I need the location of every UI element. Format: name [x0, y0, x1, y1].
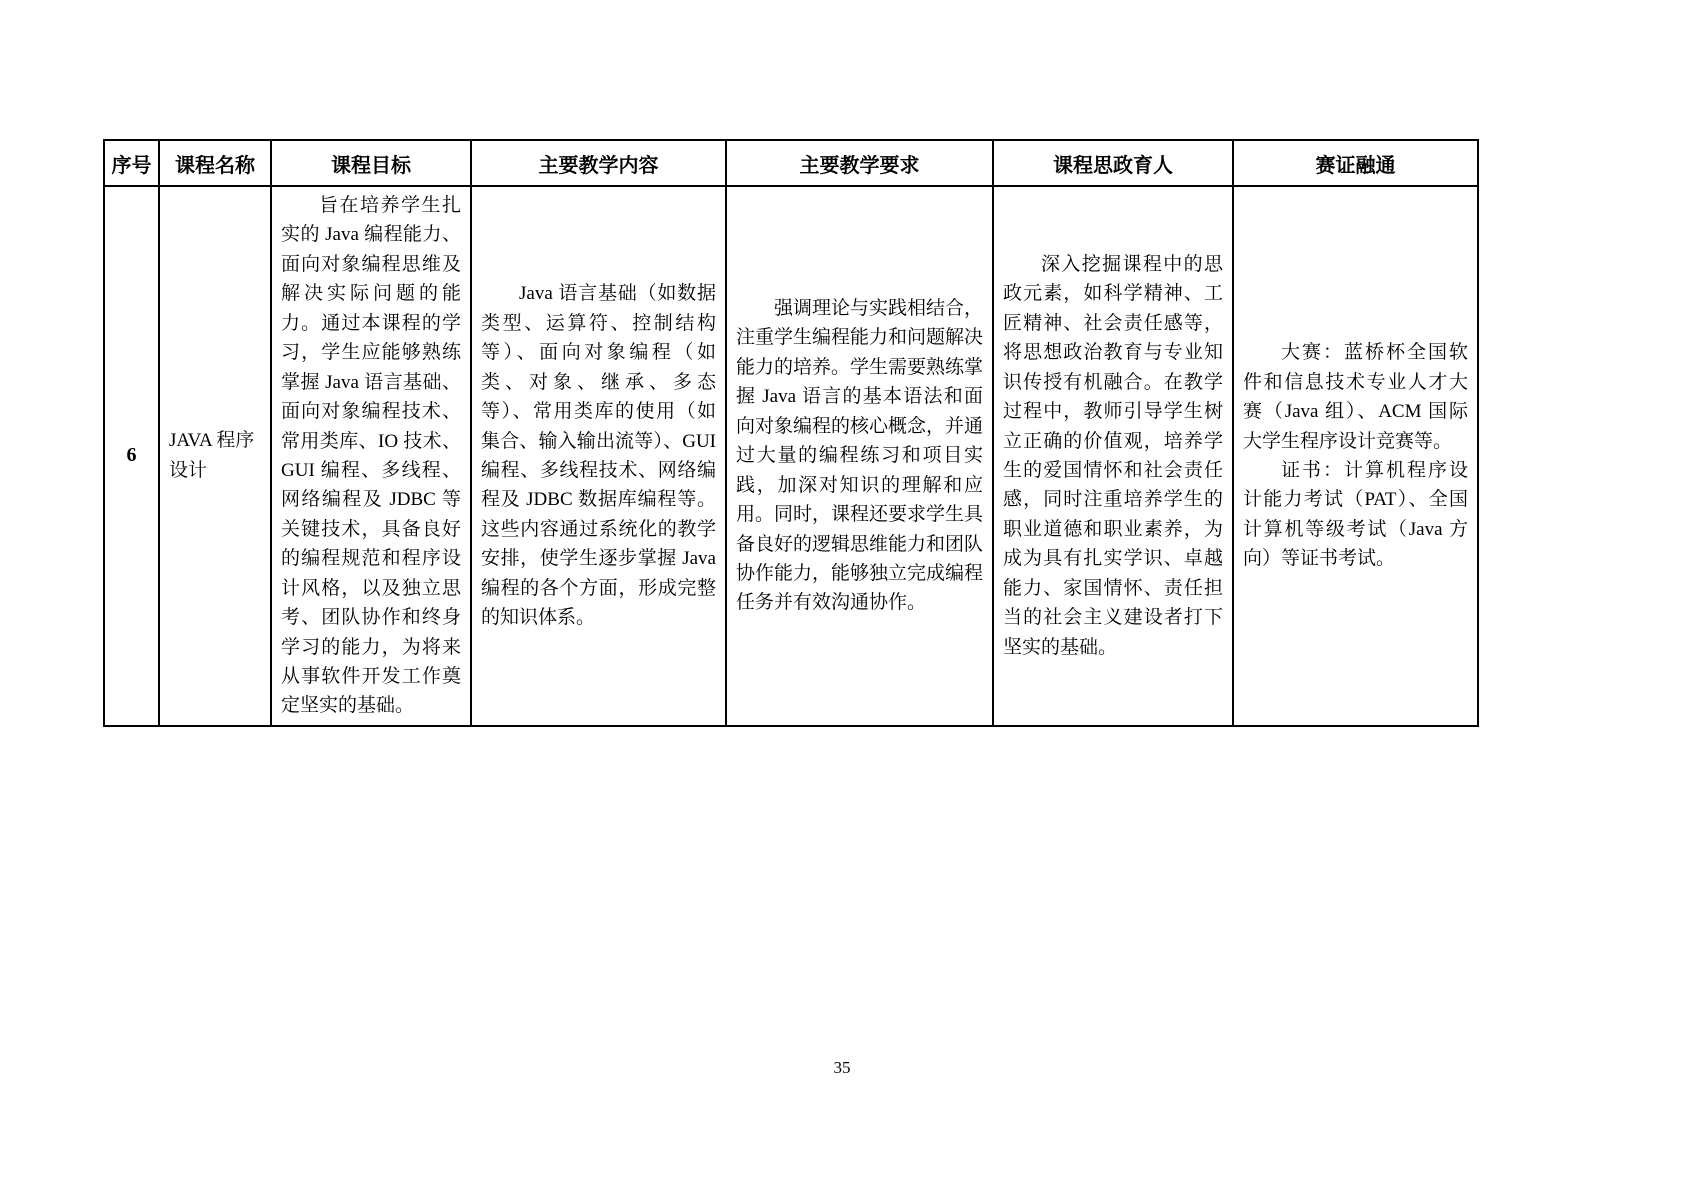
header-serial-number: 序号: [104, 140, 159, 186]
cell-teaching-requirements: [726, 186, 993, 726]
header-teaching-requirements: 主要教学要求: [726, 140, 993, 186]
certificate-paragraph: 证书：计算机程序设计能力考试（PAT）、全国计算机等级考试（Java 方向）等证书考试。: [1243, 459, 1468, 570]
teaching-content-paragraph: Java 语言基础（如数据类型、运算符、控制结构等）、面向对象编程（如类、对象、继承、多态等）、常用类库的使用（如集合、输入输出流等）、GUI 编程、多线程技术、网络编程及 JDBC 数据库编程等。这些内容通过系统化的教学安排，使学生逐步掌握 Java 编程的各个方面，形成完整的知识体系。: [481, 283, 716, 629]
cell-course-name: JAVA 程序设计: [159, 186, 271, 726]
cell-ideological-education: [993, 186, 1233, 726]
table-row: [104, 186, 1478, 726]
header-competition-certificate: 赛证融通: [1233, 140, 1478, 186]
page-number: 35: [833, 1058, 851, 1077]
header-course-name: 课程名称: [159, 140, 271, 186]
cell-teaching-content: [471, 186, 726, 726]
course-table: [103, 139, 1479, 727]
teaching-requirements-paragraph: 强调理论与实践相结合，注重学生编程能力和问题解决能力的培养。学生需要熟练掌握 Java 语言的基本语法和面向对象编程的核心概念，并通过大量的编程练习和项目实践，加深对知识的理解和应用。同时，课程还要求学生具备良好的逻辑思维能力和团队协作能力，能够独立完成编程任务并有效沟通协作。: [736, 298, 984, 614]
competition-paragraph: 大赛：蓝桥杯全国软件和信息技术专业人才大赛（Java 组）、ACM 国际大学生程序设计竞赛等。: [1243, 342, 1468, 452]
ideological-education-paragraph: 深入挖掘课程中的思政元素，如科学精神、工匠精神、社会责任感等，将思想政治教育与专业知识传授有机融合。在教学过程中，教师引导学生树立正确的价值观，培养学生的爱国情怀和社会责任感，同时注重培养学生的职业道德和职业素养，为成为具有扎实学识、卓越能力、家国情怀、责任担当的社会主义建设者打下坚实的基础。: [1003, 253, 1223, 658]
header-ideological-education: 课程思政育人: [993, 140, 1233, 186]
course-objectives-paragraph: 旨在培养学生扎实的 Java 编程能力、面向对象编程思维及解决实际问题的能力。通过本课程的学习，学生应能够熟练掌握 Java 语言基础、面向对象编程技术、常用类库、IO 技术、GUI 编程、多线程、网络编程及 JDBC 等关键技术，具备良好的编程规范和程序设计风格，以及独立思考、团队协作和终身学习的能力，为将来从事软件开发工作奠定坚实的基础。: [281, 195, 461, 717]
table-header-row: [104, 140, 1478, 186]
header-course-objectives: 课程目标: [271, 140, 471, 186]
cell-course-objectives: [271, 186, 471, 726]
cell-competition-certificate: [1233, 186, 1478, 726]
header-teaching-content: 主要教学内容: [471, 140, 726, 186]
cell-serial-number: 6: [104, 186, 159, 726]
